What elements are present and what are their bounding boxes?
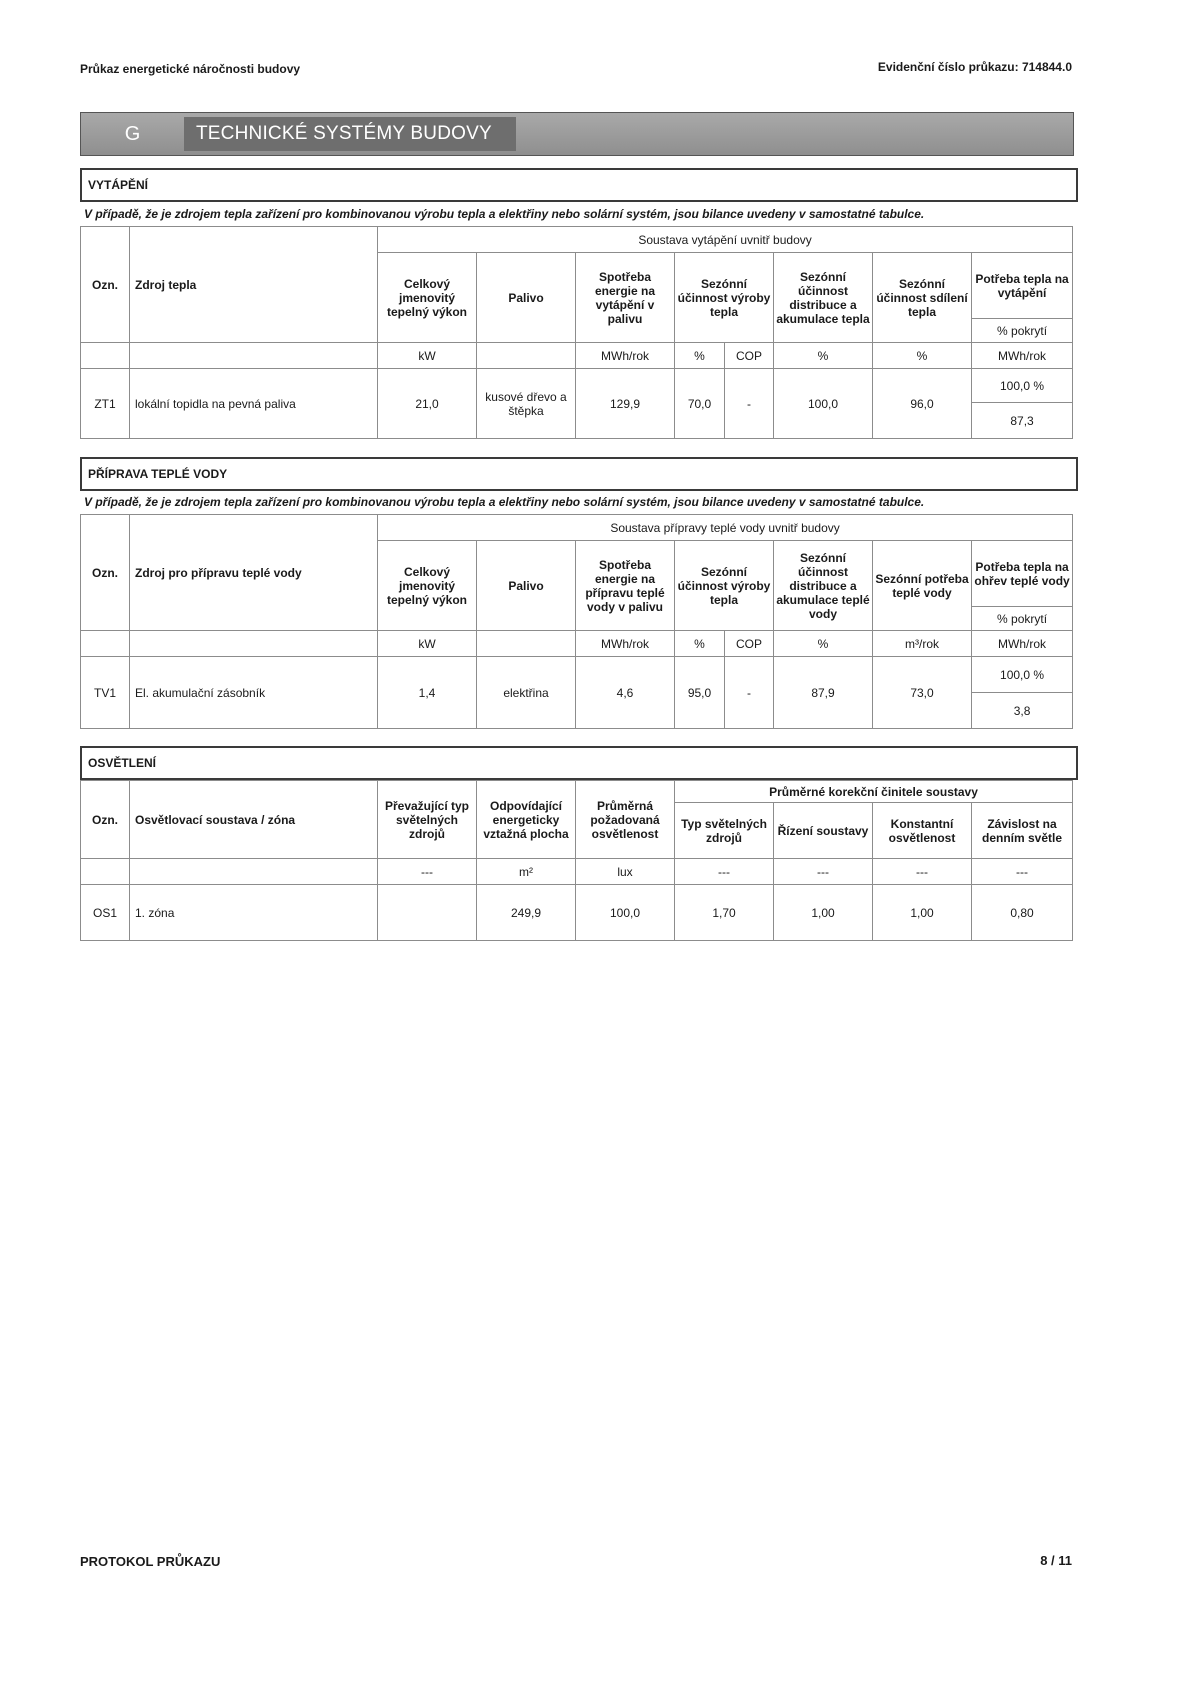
- document-header-title: Průkaz energetické náročnosti budovy: [80, 62, 301, 76]
- page-number: 8 / 11: [1040, 1553, 1072, 1568]
- lighting-section-box: [80, 746, 1078, 780]
- lighting-section-title: OSVĚTLENÍ: [88, 756, 157, 770]
- hotwater-header-ozn: Ozn.: [81, 515, 130, 631]
- section-title: TECHNICKÉ SYSTÉMY BUDOVY: [184, 117, 516, 151]
- lighting-row-lamp: 1,70: [675, 885, 774, 941]
- lighting-unit-type: ---: [378, 859, 477, 885]
- heating-unit-consumption: MWh/rok: [576, 343, 675, 369]
- certificate-number: Evidenční číslo průkazu: 714844.0: [877, 60, 1072, 74]
- lighting-header-control: Řízení soustavy: [774, 803, 873, 859]
- hotwater-row-source: El. akumulační zásobník: [130, 657, 378, 729]
- heating-row-demand: 87,3: [972, 403, 1073, 439]
- hotwater-row-fuel: elektřina: [477, 657, 576, 729]
- hotwater-row-power: 1,4: [378, 657, 477, 729]
- hotwater-table: [80, 514, 1073, 729]
- section-letter: G: [124, 123, 141, 145]
- heating-header-sharing: Sezónní účinnost sdílení tepla: [873, 253, 972, 343]
- heating-unit-eff: %: [675, 343, 725, 369]
- hotwater-header-consumption: Spotřeba energie na přípravu teplé vody v palivu: [576, 541, 675, 631]
- lighting-header-daylight: Závislost na denním světle: [972, 803, 1073, 859]
- hotwater-row-ozn: TV1: [81, 657, 130, 729]
- hotwater-unit-distribution: %: [774, 631, 873, 657]
- heating-unit-sharing: %: [873, 343, 972, 369]
- hotwater-row-demand: 3,8: [972, 693, 1073, 729]
- hotwater-row-coverage: 100,0 %: [972, 657, 1073, 693]
- heating-table: [80, 226, 1073, 439]
- hotwater-unit-eff: %: [675, 631, 725, 657]
- heating-row-cop: -: [725, 369, 774, 439]
- hotwater-header-distribution: Sezónní účinnost distribuce a akumulace teplé vody: [774, 541, 873, 631]
- lighting-unit-daylight: ---: [972, 859, 1073, 885]
- lighting-row-illuminance: 100,0: [576, 885, 675, 941]
- lighting-header-ozn: Ozn.: [81, 781, 130, 859]
- hotwater-header-coverage: % pokrytí: [972, 607, 1073, 631]
- heating-header-source: Zdroj tepla: [130, 227, 378, 343]
- heating-header-demand: Potřeba tepla na vytápění: [972, 253, 1073, 319]
- hotwater-row-water: 73,0: [873, 657, 972, 729]
- lighting-row-system: 1. zóna: [130, 885, 378, 941]
- heating-row-power: 21,0: [378, 369, 477, 439]
- heating-header-consumption: Spotřeba energie na vytápění v palivu: [576, 253, 675, 343]
- lighting-header-area: Odpovídající energeticky vztažná plocha: [477, 781, 576, 859]
- hotwater-header-power: Celkový jmenovitý tepelný výkon: [378, 541, 477, 631]
- heating-unit-distribution: %: [774, 343, 873, 369]
- lighting-header-constant: Konstantní osvětlenost: [873, 803, 972, 859]
- heating-header-fuel: Palivo: [477, 253, 576, 343]
- heating-header-ozn: Ozn.: [81, 227, 130, 343]
- heating-header-power: Celkový jmenovitý tepelný výkon: [378, 253, 477, 343]
- heating-row-source: lokální topidla na pevná paliva: [130, 369, 378, 439]
- lighting-header-illuminance: Průměrná požadovaná osvětlenost: [576, 781, 675, 859]
- hotwater-unit-consumption: MWh/rok: [576, 631, 675, 657]
- hotwater-header-water: Sezónní potřeba teplé vody: [873, 541, 972, 631]
- hotwater-unit-cop: COP: [725, 631, 774, 657]
- heating-header-distribution: Sezónní účinnost distribuce a akumulace tepla: [774, 253, 873, 343]
- heating-group-label: Soustava vytápění uvnitř budovy: [378, 227, 1073, 253]
- heating-unit-power: kW: [378, 343, 477, 369]
- heating-section-box: [80, 168, 1078, 202]
- heating-row-ozn: ZT1: [81, 369, 130, 439]
- lighting-unit-constant: ---: [873, 859, 972, 885]
- lighting-unit-illuminance: lux: [576, 859, 675, 885]
- heating-unit-demand: MWh/rok: [972, 343, 1073, 369]
- hotwater-header-source: Zdroj pro přípravu teplé vody: [130, 515, 378, 631]
- heating-row-consumption: 129,9: [576, 369, 675, 439]
- footer-protocol: PROTOKOL PRŮKAZU: [80, 1554, 221, 1569]
- hotwater-unit-power: kW: [378, 631, 477, 657]
- hotwater-unit-demand: MWh/rok: [972, 631, 1073, 657]
- lighting-unit-area: m²: [477, 859, 576, 885]
- hotwater-row-consumption: 4,6: [576, 657, 675, 729]
- lighting-row-type: [378, 885, 477, 941]
- lighting-row: [81, 885, 1073, 941]
- heating-header-coverage: % pokrytí: [972, 319, 1073, 343]
- heating-row-eff: 70,0: [675, 369, 725, 439]
- lighting-unit-lamp: ---: [675, 859, 774, 885]
- lighting-row-area: 249,9: [477, 885, 576, 941]
- hotwater-section-title: PŘÍPRAVA TEPLÉ VODY: [88, 467, 228, 481]
- heating-row-coverage: 100,0 %: [972, 369, 1073, 403]
- heating-note: V případě, že je zdrojem tepla zařízení pro kombinovanou výrobu tepla a elektřiny nebo solární systém, jsou bilance uvedeny v samostatné tabulce.: [84, 207, 925, 221]
- lighting-unit-control: ---: [774, 859, 873, 885]
- lighting-row-control: 1,00: [774, 885, 873, 941]
- hotwater-row: [81, 657, 1073, 693]
- heating-section-title: VYTÁPĚNÍ: [88, 178, 149, 192]
- heating-header-production: Sezónní účinnost výroby tepla: [675, 253, 774, 343]
- lighting-group-label: Průměrné korekční činitele soustavy: [675, 781, 1073, 803]
- heating-row-sharing: 96,0: [873, 369, 972, 439]
- lighting-row-ozn: OS1: [81, 885, 130, 941]
- hotwater-section-box: [80, 457, 1078, 491]
- lighting-header-type: Převažující typ světelných zdrojů: [378, 781, 477, 859]
- heating-unit-cop: COP: [725, 343, 774, 369]
- hotwater-header-demand: Potřeba tepla na ohřev teplé vody: [972, 541, 1073, 607]
- lighting-header-lamp: Typ světelných zdrojů: [675, 803, 774, 859]
- hotwater-note: V případě, že je zdrojem tepla zařízení pro kombinovanou výrobu tepla a elektřiny nebo solární systém, jsou bilance uvedeny v samostatné tabulce.: [84, 495, 925, 509]
- hotwater-group-label: Soustava přípravy teplé vody uvnitř budovy: [378, 515, 1073, 541]
- hotwater-header-fuel: Palivo: [477, 541, 576, 631]
- section-banner: [80, 112, 1074, 156]
- hotwater-row-distribution: 87,9: [774, 657, 873, 729]
- hotwater-row-cop: -: [725, 657, 774, 729]
- heating-row: [81, 369, 1073, 403]
- heating-row-distribution: 100,0: [774, 369, 873, 439]
- lighting-row-daylight: 0,80: [972, 885, 1073, 941]
- lighting-header-system: Osvětlovací soustava / zóna: [130, 781, 378, 859]
- lighting-table: [80, 780, 1073, 941]
- hotwater-unit-water: m³/rok: [873, 631, 972, 657]
- lighting-row-constant: 1,00: [873, 885, 972, 941]
- heating-row-fuel: kusové dřevo a štěpka: [477, 369, 576, 439]
- hotwater-row-eff: 95,0: [675, 657, 725, 729]
- hotwater-header-production: Sezónní účinnost výroby tepla: [675, 541, 774, 631]
